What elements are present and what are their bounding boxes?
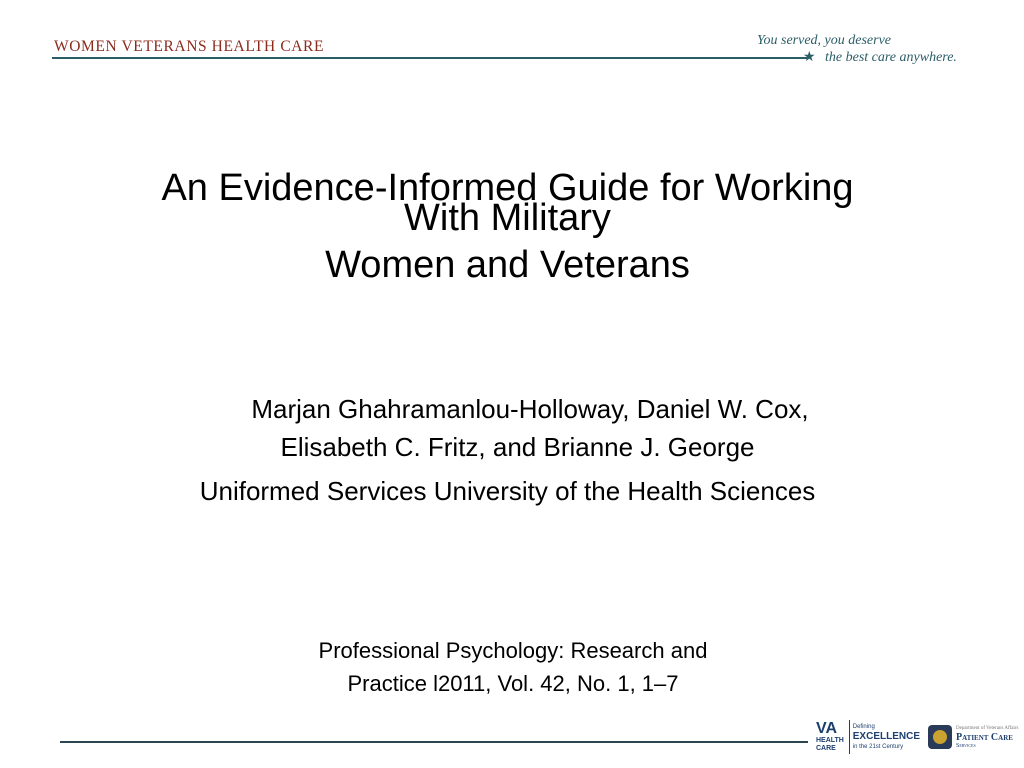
va-mark: VA HEALTH CARE	[816, 720, 844, 752]
authors-line-2: Elisabeth C. Fritz, and Brianne J. George	[280, 432, 755, 462]
title-line-3: Women and Veterans	[325, 244, 690, 286]
journal-line-1: Professional Psychology: Research and	[318, 638, 708, 663]
header-brand: WOMEN VETERANS HEALTH CARE	[54, 38, 325, 55]
author-block	[30, 390, 985, 510]
logo-divider	[849, 720, 850, 754]
header-rule	[52, 57, 807, 59]
tagline-line-2: the best care anywhere.	[825, 50, 957, 65]
patient-care-services-logo	[928, 722, 1022, 752]
affiliation: Uniformed Services University of the Health Sciences	[199, 476, 816, 506]
va-seal-icon	[928, 725, 952, 749]
footer-rule	[60, 741, 808, 743]
journal-citation	[200, 634, 826, 700]
title-line-2: With Military	[404, 197, 611, 239]
authors-line-1: Marjan Ghahramanlou-Holloway, Daniel W. Cox,	[251, 394, 809, 424]
journal-line-2: Practice l2011, Vol. 42, No. 1, 1–7	[347, 671, 679, 696]
tagline-line-1: You served, you deserve	[757, 33, 892, 48]
title-line-1: An Evidence-Informed Guide for Working	[161, 167, 854, 209]
slide-title	[30, 168, 985, 285]
va-excellence-logo	[816, 718, 920, 756]
excellence-text: Defining EXCELLENCE in the 21st Century	[852, 724, 920, 750]
star-icon: ★	[803, 48, 816, 64]
patient-care-text: Department of Veterans Affairs Patient Care Services	[956, 725, 1019, 749]
